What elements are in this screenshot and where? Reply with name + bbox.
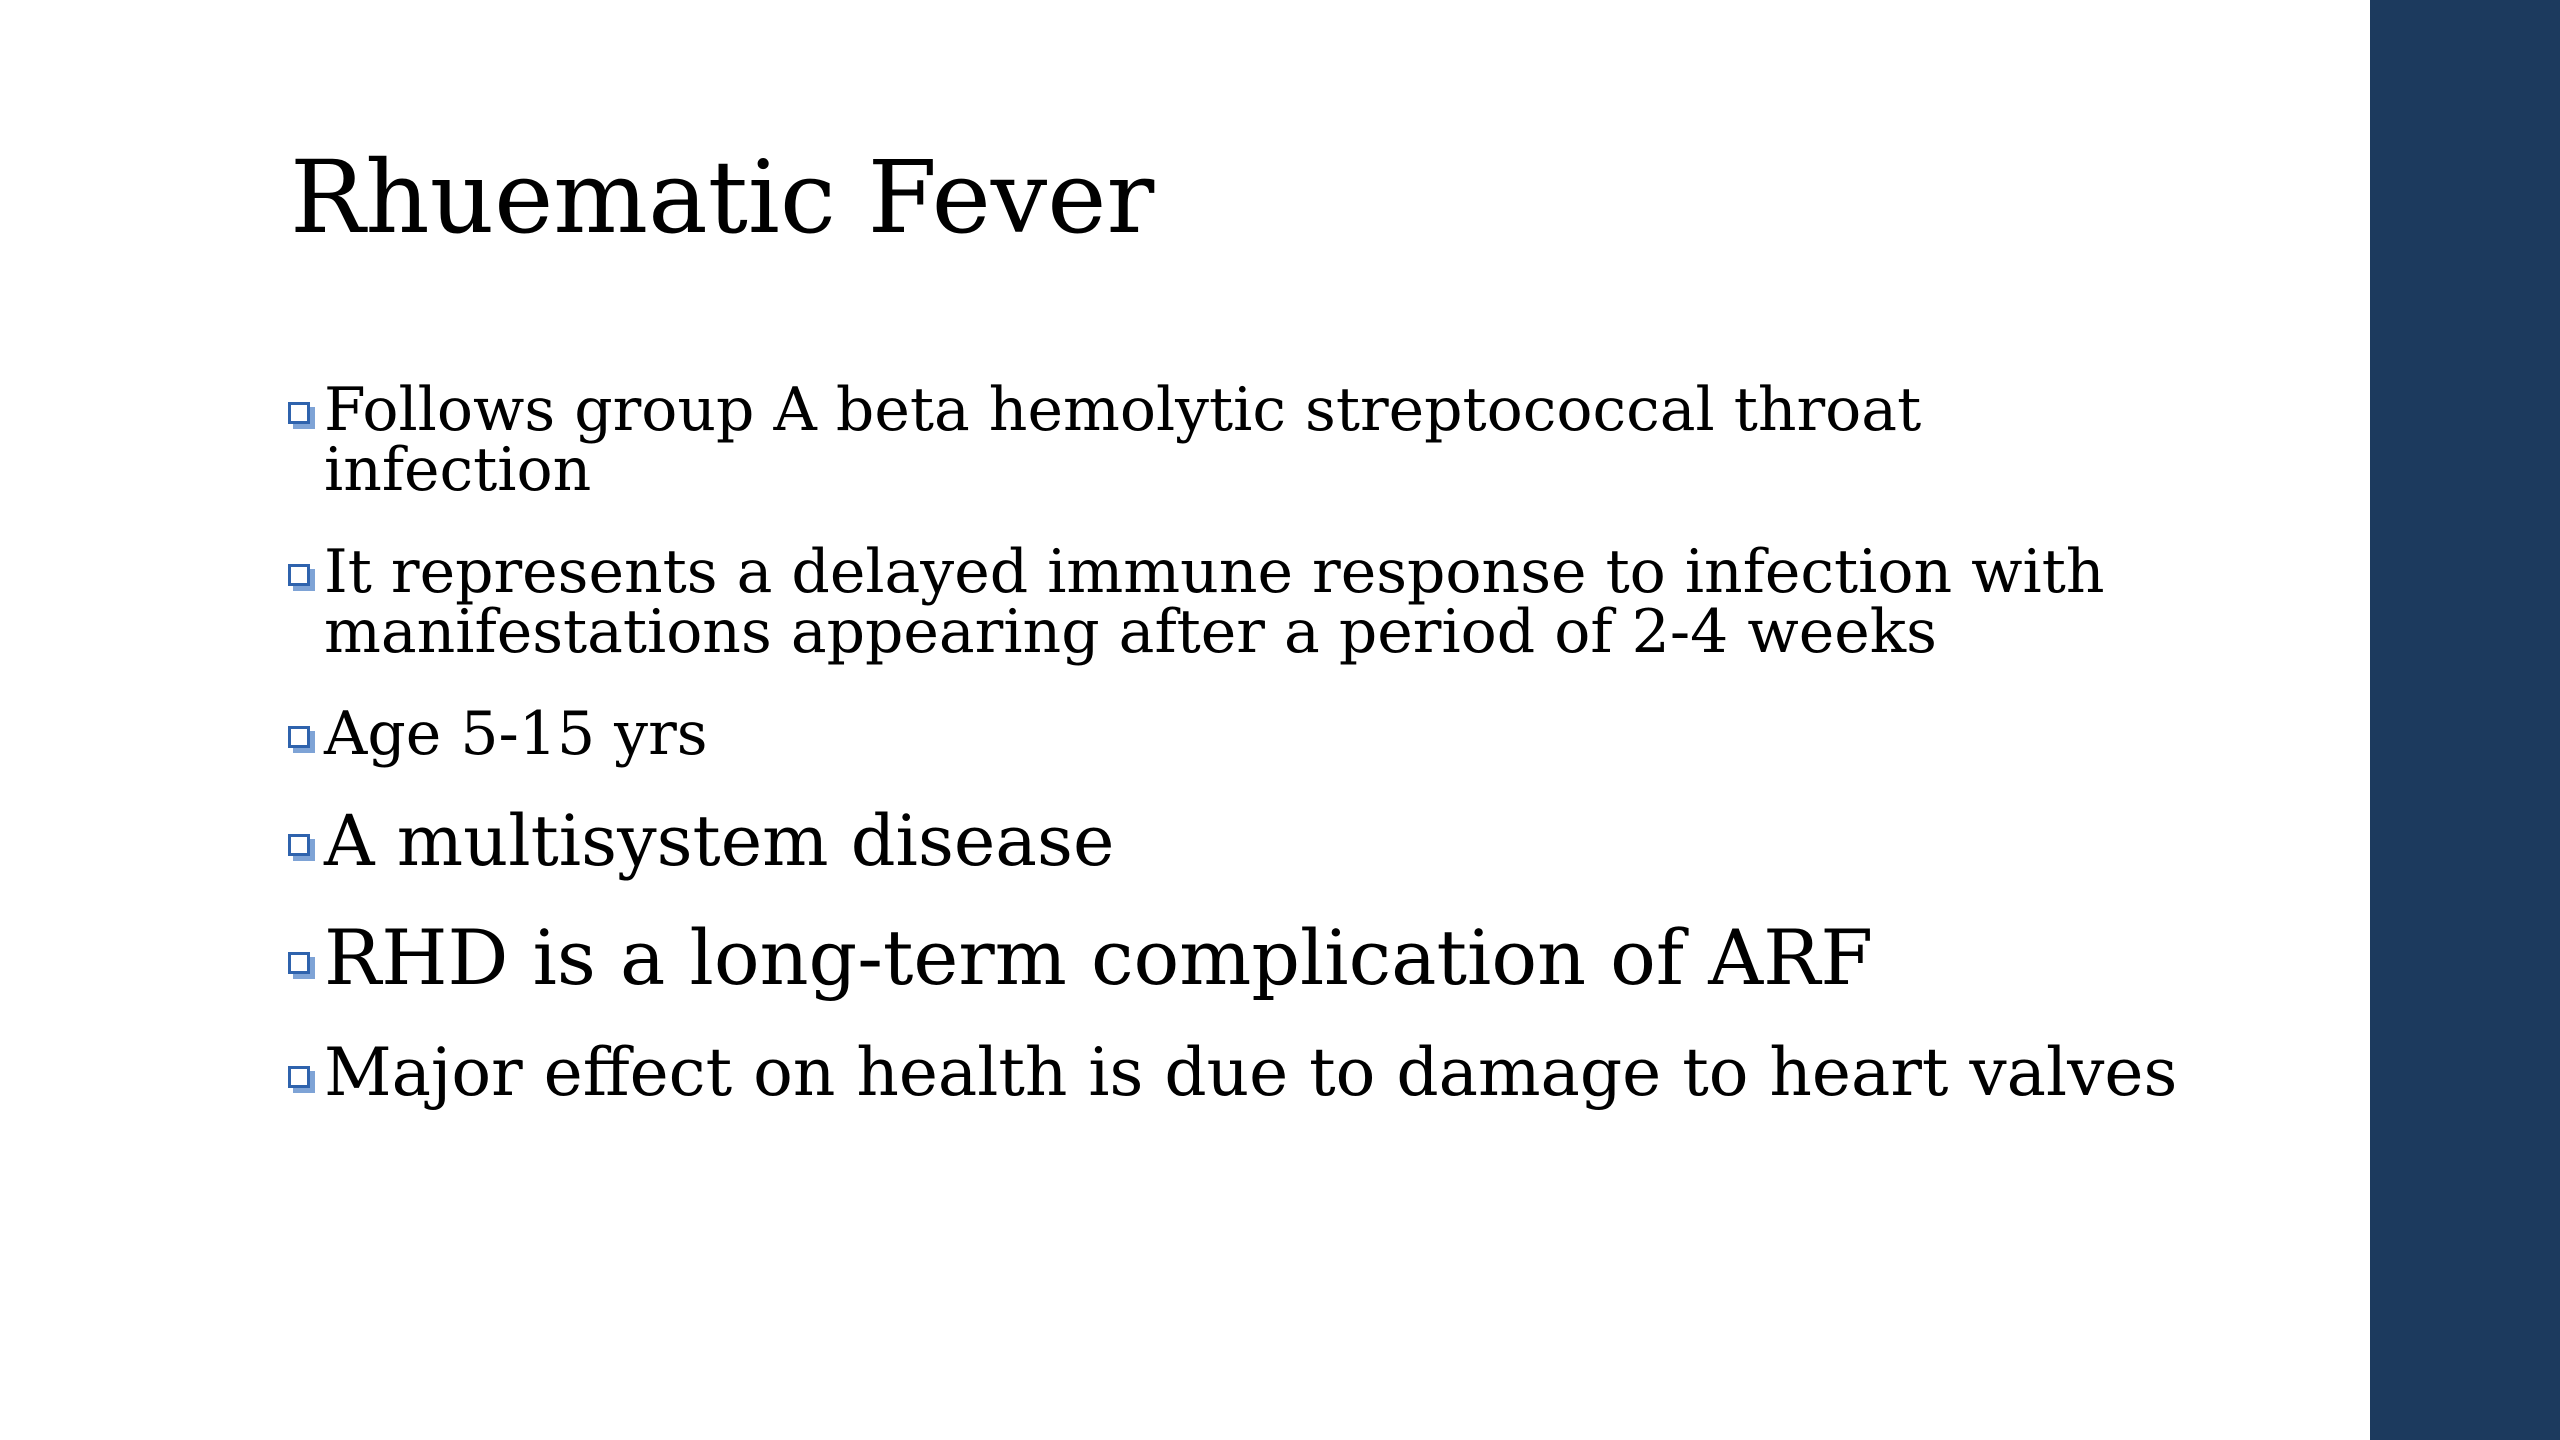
square-bullet-icon [288, 830, 316, 858]
side-accent-band [2370, 0, 2560, 1440]
square-bullet-icon [288, 722, 316, 750]
bullet-text: Follows group A beta hemolytic streptococcal throat infection [324, 375, 1922, 505]
bullet-text: A multisystem disease [324, 800, 1115, 882]
bullet-item [288, 913, 2188, 1002]
bullet-text: It represents a delayed immune response to infection with manifestations appearing after a period of 2-4 weeks [324, 537, 2105, 667]
square-bullet-icon [288, 948, 316, 976]
bullet-text: Age 5-15 yrs [324, 699, 708, 769]
slide-title: Rhuematic Fever [290, 139, 1155, 256]
square-bullet-icon [288, 560, 316, 588]
bullet-list [288, 375, 2188, 1111]
bullet-text: Major effect on health is due to damage to heart valves [324, 1034, 2178, 1111]
bullet-text: RHD is a long-term complication of ARF [324, 913, 1874, 1002]
bullet-item [288, 375, 2188, 505]
square-bullet-icon [288, 398, 316, 426]
bullet-item [288, 1034, 2188, 1111]
bullet-item [288, 537, 2188, 667]
bullet-item [288, 699, 2188, 769]
bullet-item [288, 800, 2188, 882]
square-bullet-icon [288, 1062, 316, 1090]
